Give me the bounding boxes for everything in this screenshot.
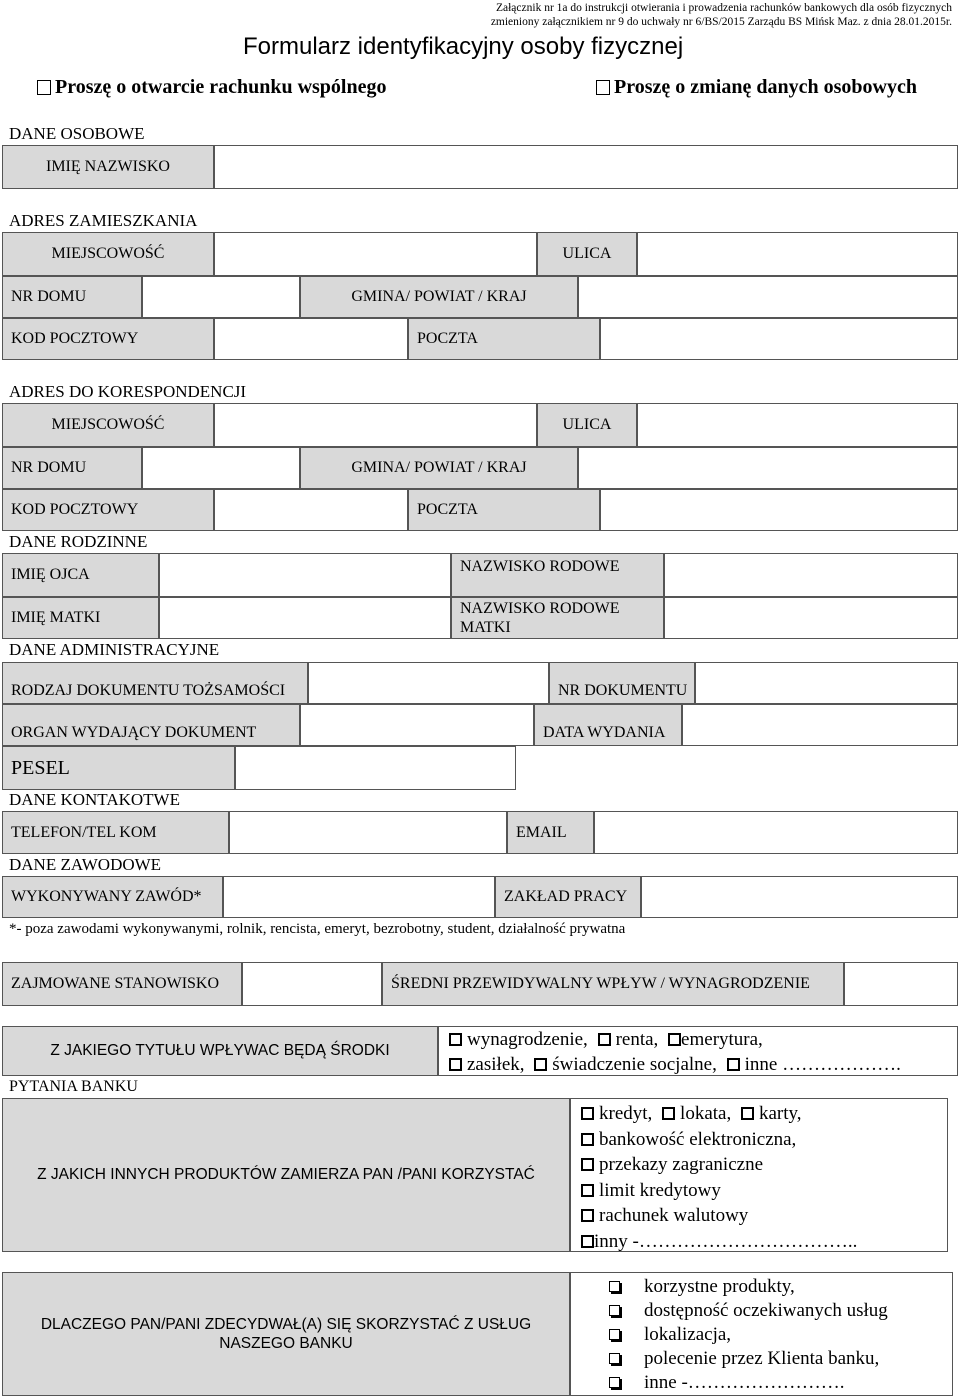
father-name-label: IMIĘ OJCA — [2, 553, 159, 597]
occupation-label: WYKONYWANY ZAWÓD* — [2, 876, 223, 918]
checkbox-icon[interactable] — [534, 1058, 547, 1071]
funds-option-other[interactable] — [722, 1054, 901, 1075]
funds-source-options — [438, 1026, 958, 1076]
attachment-note-line1: Załącznik nr 1a do instrukcji otwierania i prowadzenia rachunków bankowych dla osób fizycznych — [495, 2, 952, 14]
residence-house-no-label: NR DOMU — [2, 276, 142, 318]
reason-option-recommendation-label: polecenie przez Klienta banku, — [644, 1348, 880, 1369]
product-option-limit-label: limit kredytowy — [599, 1179, 721, 1201]
page-title: Formularz identyfikacyjny osoby fizycznej — [243, 33, 684, 60]
checkbox-icon[interactable] — [609, 1377, 620, 1388]
product-option-transfers-label: przekazy zagraniczne — [599, 1154, 764, 1175]
position-field[interactable] — [242, 962, 382, 1006]
checkbox-icon[interactable] — [609, 1305, 620, 1316]
pesel-field[interactable] — [235, 746, 516, 790]
name-label: IMIĘ NAZWISKO — [2, 145, 214, 189]
name-field[interactable] — [214, 145, 958, 189]
product-option-credit-label: kredyt, — [599, 1103, 653, 1124]
attachment-note — [491, 1, 952, 29]
residence-gmina-field[interactable] — [578, 276, 958, 318]
funds-option-salary-label: wynagrodzenie, — [467, 1029, 588, 1050]
product-option-cards[interactable] — [736, 1103, 802, 1124]
section-family-data: DANE RODZINNE — [9, 532, 148, 551]
checkbox-icon[interactable] — [581, 1133, 594, 1146]
corr-postal-code-field[interactable] — [214, 489, 408, 531]
residence-post-office-field[interactable] — [600, 318, 958, 360]
funds-option-social-label: świadczenie socjalne, — [552, 1054, 717, 1075]
checkbox-icon[interactable] — [449, 1058, 462, 1071]
residence-gmina-label: GMINA/ POWIAT / KRAJ — [300, 276, 578, 318]
checkbox-icon[interactable] — [581, 1158, 594, 1171]
products-options — [570, 1098, 948, 1252]
checkbox-icon[interactable] — [449, 1033, 462, 1046]
reason-option-location-label: lokalizacja, — [644, 1324, 732, 1345]
why-options — [570, 1272, 953, 1396]
corr-postal-code-label: KOD POCZTOWY — [2, 489, 214, 531]
product-option-ebanking-label: bankowość elektroniczna, — [599, 1128, 797, 1150]
doc-number-field[interactable] — [695, 662, 958, 704]
funds-option-annuity-label: renta, — [615, 1029, 659, 1050]
corr-street-field[interactable] — [637, 403, 958, 447]
corr-post-office-label: POCZTA — [408, 489, 600, 531]
phone-field[interactable] — [229, 811, 507, 854]
residence-street-label: ULICA — [537, 232, 637, 276]
family-name-label: NAZWISKO RODOWE — [451, 553, 664, 597]
reason-option-products-label: korzystne produkty, — [644, 1276, 795, 1297]
mother-name-label: IMIĘ MATKI — [2, 597, 159, 639]
corr-gmina-label: GMINA/ POWIAT / KRAJ — [300, 447, 578, 489]
funds-option-pension[interactable] — [663, 1029, 763, 1050]
funds-option-pension-label: emerytura, — [681, 1029, 763, 1050]
mother-family-name-field[interactable] — [664, 597, 958, 639]
corr-city-field[interactable] — [214, 403, 537, 447]
product-option-deposits[interactable] — [657, 1103, 731, 1124]
funds-option-other-label: inne ………………. — [744, 1054, 901, 1075]
product-option-transfers[interactable] — [581, 1152, 763, 1178]
pesel-label: PESEL — [2, 746, 235, 790]
phone-label: TELEFON/TEL KOM — [2, 811, 229, 854]
reason-option-services-label: dostępność oczekiwanych usług — [644, 1300, 888, 1321]
residence-city-label: MIEJSCOWOŚĆ — [2, 232, 214, 276]
position-label: ZAJMOWANE STANOWISKO — [2, 962, 242, 1006]
checkbox-icon[interactable] — [609, 1329, 620, 1340]
product-option-cards-label: karty, — [758, 1103, 802, 1124]
corr-street-label: ULICA — [537, 403, 637, 447]
joint-account-option[interactable] — [37, 76, 386, 99]
checkbox-icon[interactable] — [581, 1107, 594, 1120]
id-doc-type-field[interactable] — [308, 662, 549, 704]
products-question-label: Z JAKICH INNYCH PRODUKTÓW ZAMIERZA PAN /PANI KORZYSTAĆ — [2, 1098, 570, 1252]
funds-source-label: Z JAKIEGO TYTUŁU WPŁYWAC BĘDĄ ŚRODKI — [2, 1026, 438, 1076]
section-correspondence-address: ADRES DO KORESPONDENCJI — [9, 382, 247, 401]
checkbox-icon[interactable] — [609, 1353, 620, 1364]
section-contact-data: DANE KONTAKOTWE — [9, 790, 180, 809]
checkbox-icon[interactable] — [741, 1107, 754, 1120]
reason-option-products[interactable] — [609, 1275, 795, 1299]
checkbox-icon[interactable] — [668, 1033, 681, 1046]
email-label: EMAIL — [507, 811, 594, 854]
doc-number-label: NR DOKUMENTU — [549, 662, 695, 704]
occupation-footnote: *- poza zawodami wykonywanymi, rolnik, rencista, emeryt, bezrobotny, student, działalność prywatna — [9, 921, 626, 937]
product-option-deposits-label: lokata, — [680, 1103, 732, 1124]
funds-option-allowance[interactable] — [449, 1054, 525, 1075]
reason-option-other-label: inne -……………………. — [644, 1372, 845, 1393]
funds-option-salary[interactable] — [449, 1029, 588, 1050]
corr-house-no-label: NR DOMU — [2, 447, 142, 489]
corr-city-label: MIEJSCOWOŚĆ — [2, 403, 214, 447]
id-doc-type-label: RODZAJ DOKUMENTU TOŻSAMOŚCI — [2, 662, 308, 704]
funds-option-social[interactable] — [529, 1054, 717, 1075]
section-administrative-data: DANE ADMINISTRACYJNE — [9, 640, 220, 659]
data-change-label: Proszę o zmianę danych osobowych — [614, 76, 917, 98]
data-change-option[interactable] — [596, 76, 917, 99]
corr-house-no-field[interactable] — [142, 447, 300, 489]
residence-city-field[interactable] — [214, 232, 537, 276]
father-name-field[interactable] — [159, 553, 451, 597]
product-option-fx-account[interactable] — [581, 1203, 748, 1229]
funds-option-allowance-label: zasiłek, — [467, 1054, 525, 1075]
issuing-authority-label: ORGAN WYDAJĄCY DOKUMENT — [2, 704, 300, 746]
attachment-note-line2: zmieniony załącznikiem nr 9 do uchwały nr 6/BS/2015 Zarządu BS Mińsk Maz. z dnia 28.01.2015r. — [490, 16, 952, 28]
joint-account-label: Proszę o otwarcie rachunku wspólnego — [55, 76, 387, 98]
occupation-field[interactable] — [223, 876, 495, 918]
reason-option-recommendation[interactable] — [609, 1347, 879, 1371]
section-professional-data: DANE ZAWODOWE — [9, 855, 162, 874]
reason-option-location[interactable] — [609, 1323, 731, 1347]
checkbox-icon[interactable] — [609, 1281, 620, 1292]
checkbox-icon[interactable] — [581, 1184, 594, 1197]
product-option-other-label: inny -…………………………….. — [594, 1230, 858, 1252]
checkbox-icon[interactable] — [727, 1058, 740, 1071]
corr-gmina-field[interactable] — [578, 447, 958, 489]
email-field[interactable] — [594, 811, 958, 854]
issue-date-label: DATA WYDANIA — [534, 704, 682, 746]
issuing-authority-field[interactable] — [300, 704, 534, 746]
checkbox-icon[interactable] — [581, 1235, 594, 1248]
mother-family-name-label: NAZWISKO RODOWE MATKI — [451, 597, 664, 639]
workplace-field[interactable] — [641, 876, 958, 918]
residence-house-no-field[interactable] — [142, 276, 300, 318]
checkbox-icon[interactable] — [37, 80, 51, 95]
why-question-label: DLACZEGO PAN/PANI ZDECYDWAŁ(A) SIĘ SKORZYSTAĆ Z USŁUG NASZEGO BANKU — [2, 1272, 570, 1396]
section-bank-questions: PYTANIA BANKU — [9, 1078, 138, 1095]
product-option-ebanking[interactable] — [581, 1127, 796, 1153]
section-personal-data: DANE OSOBOWE — [9, 124, 145, 143]
residence-postal-code-label: KOD POCZTOWY — [2, 318, 214, 360]
residence-post-office-label: POCZTA — [408, 318, 600, 360]
product-option-credit[interactable] — [581, 1103, 652, 1124]
product-option-fx-account-label: rachunek walutowy — [599, 1205, 749, 1226]
checkbox-icon[interactable] — [596, 80, 610, 95]
checkbox-icon[interactable] — [662, 1107, 675, 1120]
workplace-label: ZAKŁAD PRACY — [495, 876, 641, 918]
checkbox-icon[interactable] — [581, 1209, 594, 1222]
family-name-field[interactable] — [664, 553, 958, 597]
corr-post-office-field[interactable] — [600, 489, 958, 531]
funds-option-annuity[interactable] — [593, 1029, 659, 1050]
avg-income-field[interactable] — [844, 962, 958, 1006]
product-option-limit[interactable] — [581, 1178, 721, 1204]
reason-option-other[interactable] — [609, 1371, 845, 1395]
checkbox-icon[interactable] — [598, 1033, 611, 1046]
issue-date-field[interactable] — [682, 704, 958, 746]
reason-option-services[interactable] — [609, 1299, 888, 1323]
residence-street-field[interactable] — [637, 232, 958, 276]
residence-postal-code-field[interactable] — [214, 318, 408, 360]
product-option-other[interactable] — [581, 1229, 857, 1255]
avg-income-label: ŚREDNI PRZEWIDYWALNY WPŁYW / WYNAGRODZENIE — [382, 962, 844, 1006]
mother-name-field[interactable] — [159, 597, 451, 639]
section-residence-address: ADRES ZAMIESZKANIA — [9, 211, 198, 230]
